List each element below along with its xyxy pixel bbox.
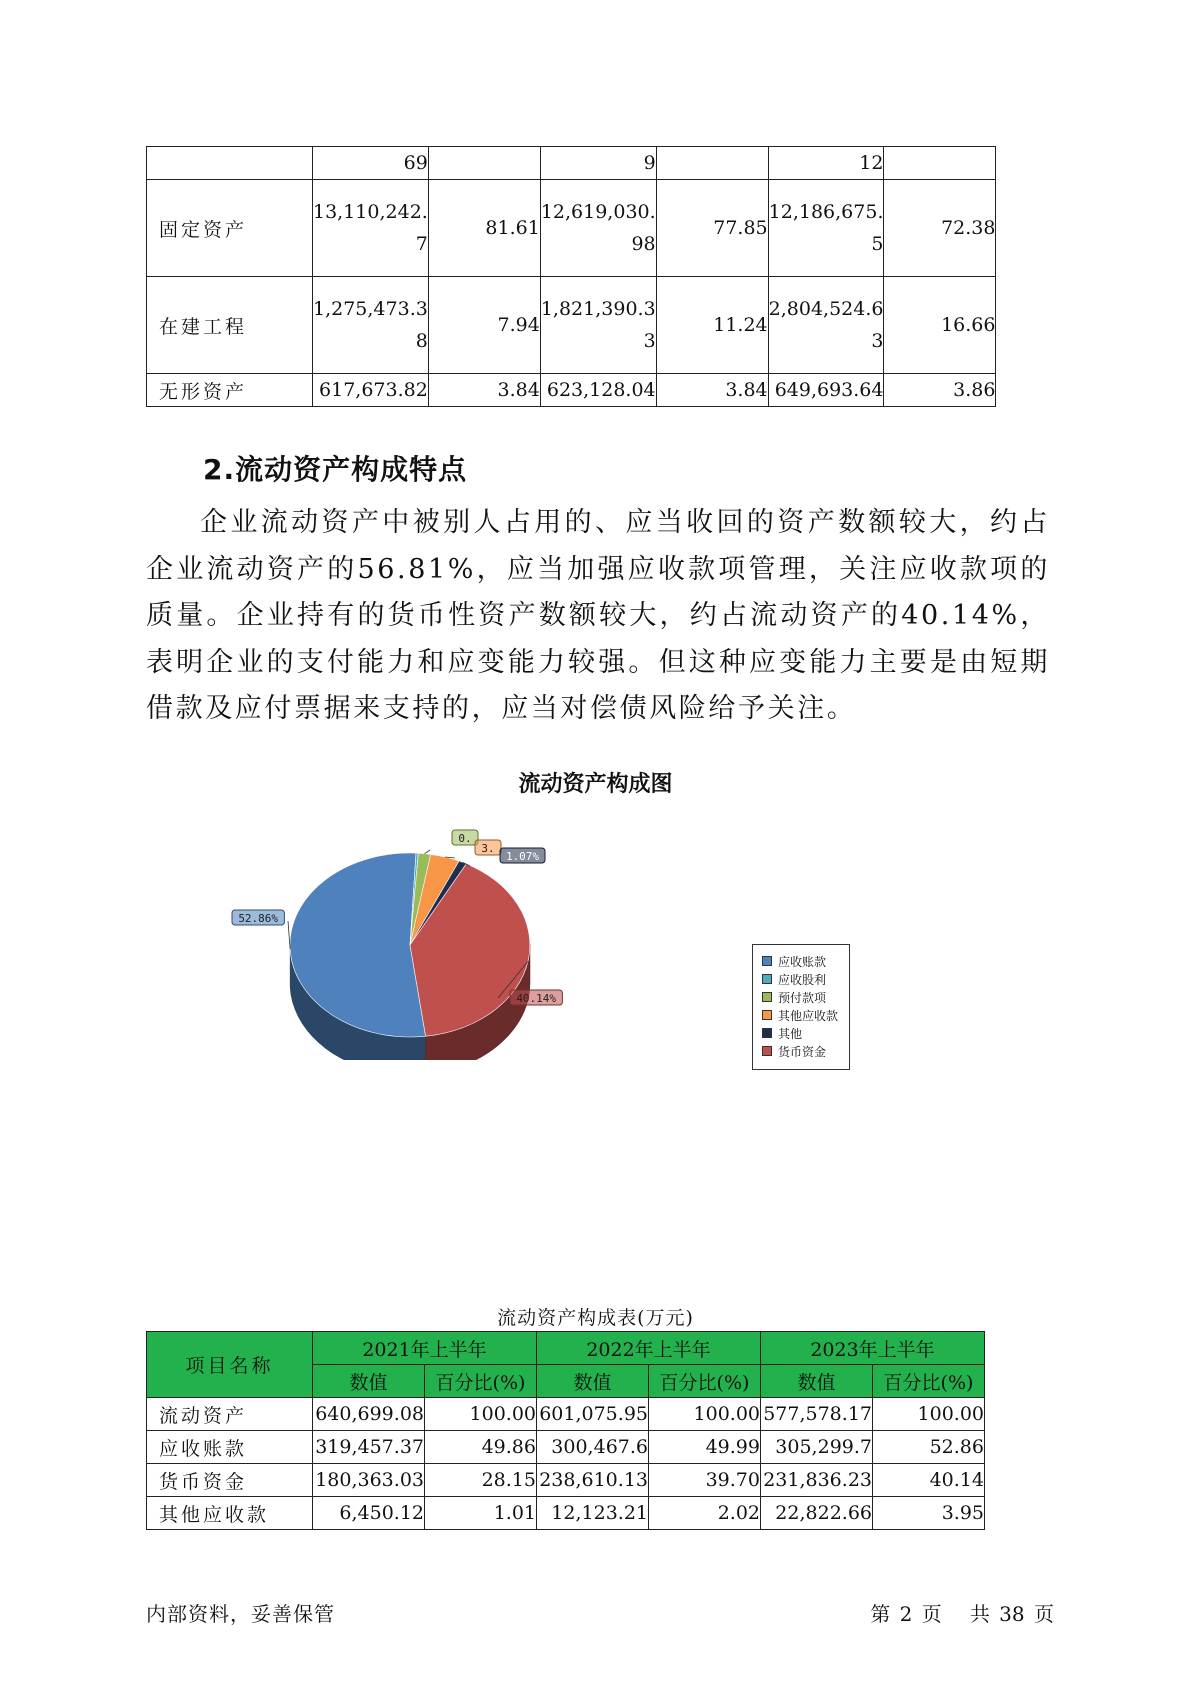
header-percent: 百分比(%) [425, 1365, 537, 1398]
header-value: 数值 [537, 1365, 649, 1398]
percent-cell: 39.70 [649, 1464, 761, 1497]
value-cell: 649,693.64 [768, 374, 884, 407]
legend-label: 其他应收款 [778, 1008, 839, 1023]
value-cell: 305,299.7 [761, 1431, 873, 1464]
value-cell: 9 [540, 147, 656, 180]
legend-item [762, 952, 849, 970]
value-cell: 12,123.21 [537, 1497, 649, 1530]
value-cell: 617,673.82 [313, 374, 429, 407]
chart-title: 流动资产构成图 [518, 772, 673, 797]
value-cell: 69 [313, 147, 429, 180]
value-cell: 231,836.23 [761, 1464, 873, 1497]
percent-cell [884, 147, 996, 180]
data-label: 52.86% [238, 912, 279, 925]
percent-cell: 7.94 [428, 277, 540, 374]
chart-legend [752, 944, 850, 1070]
percent-cell: 100.00 [873, 1398, 985, 1431]
legend-label: 应收股利 [778, 972, 827, 987]
legend-label: 应收账款 [778, 954, 827, 969]
label-leader-line [425, 850, 430, 854]
percent-cell: 49.86 [425, 1431, 537, 1464]
percent-cell: 52.86 [873, 1431, 985, 1464]
row-label: 在建工程 [147, 277, 313, 374]
percent-cell: 2.02 [649, 1497, 761, 1530]
value-cell: 2,804,524.6 3 [768, 277, 884, 374]
header-period: 2022年上半年 [537, 1332, 761, 1365]
row-label: 应收账款 [147, 1431, 313, 1464]
row-label [147, 147, 313, 180]
percent-cell: 3.84 [428, 374, 540, 407]
table-row [147, 180, 996, 277]
data-label: 3. [481, 842, 495, 855]
page-number: 第 2 页 共 38 页 [870, 1602, 1054, 1626]
value-cell: 12,619,030. 98 [540, 180, 656, 277]
table-row [147, 277, 996, 374]
value-cell: 601,075.95 [537, 1398, 649, 1431]
pie-chart [230, 820, 610, 1060]
percent-cell: 81.61 [428, 180, 540, 277]
header-value: 数值 [313, 1365, 425, 1398]
legend-swatch [762, 956, 772, 966]
table-row [147, 1497, 985, 1530]
value-cell: 180,363.03 [313, 1464, 425, 1497]
value-cell: 300,467.6 [537, 1431, 649, 1464]
header-value: 数值 [761, 1365, 873, 1398]
row-label: 货币资金 [147, 1464, 313, 1497]
percent-cell: 100.00 [425, 1398, 537, 1431]
percent-cell: 77.85 [656, 180, 768, 277]
value-cell: 1,821,390.3 3 [540, 277, 656, 374]
fixed-assets-table [146, 146, 996, 407]
value-cell: 640,699.08 [313, 1398, 425, 1431]
value-cell: 623,128.04 [540, 374, 656, 407]
value-cell: 238,610.13 [537, 1464, 649, 1497]
legend-label: 其他 [778, 1026, 803, 1041]
legend-item [762, 1024, 849, 1042]
percent-cell: 16.66 [884, 277, 996, 374]
table-row [147, 374, 996, 407]
percent-cell: 3.84 [656, 374, 768, 407]
header-period: 2023年上半年 [761, 1332, 985, 1365]
value-cell: 1,275,473.3 8 [313, 277, 429, 374]
current-assets-table [146, 1331, 985, 1530]
table-caption: 流动资产构成表(万元) [497, 1307, 694, 1329]
legend-swatch [762, 1046, 772, 1056]
header-percent: 百分比(%) [649, 1365, 761, 1398]
value-cell: 13,110,242. 7 [313, 180, 429, 277]
percent-cell: 3.86 [884, 374, 996, 407]
percent-cell [428, 147, 540, 180]
value-cell: 577,578.17 [761, 1398, 873, 1431]
legend-item [762, 988, 849, 1006]
label-leader-line [288, 921, 290, 949]
row-label: 流动资产 [147, 1398, 313, 1431]
percent-cell: 40.14 [873, 1464, 985, 1497]
data-label: 0. [458, 832, 472, 845]
legend-item [762, 970, 849, 988]
legend-swatch [762, 1028, 772, 1038]
header-item-name: 项目名称 [147, 1332, 313, 1398]
legend-label: 货币资金 [778, 1044, 827, 1059]
value-cell: 12,186,675. 5 [768, 180, 884, 277]
percent-cell: 11.24 [656, 277, 768, 374]
header-period: 2021年上半年 [313, 1332, 537, 1365]
header-percent: 百分比(%) [873, 1365, 985, 1398]
data-label: 40.14% [516, 992, 557, 1005]
legend-item [762, 1042, 849, 1060]
value-cell: 12 [768, 147, 884, 180]
data-label: 1.07% [505, 850, 540, 863]
percent-cell: 28.15 [425, 1464, 537, 1497]
value-cell: 319,457.37 [313, 1431, 425, 1464]
percent-cell: 49.99 [649, 1431, 761, 1464]
table-row [147, 1464, 985, 1497]
legend-swatch [762, 974, 772, 984]
table-row [147, 1431, 985, 1464]
percent-cell: 72.38 [884, 180, 996, 277]
body-paragraph: 企业流动资产中被别人占用的、应当收回的资产数额较大，约占企业流动资产的56.81%，应当加强应收款项管理，关注应收款项的质量。企业持有的货币性资产数额较大，约占流动资产的40.14%，表明企业的支付能力和应变能力较强。但这种应变能力主要是由短期借款及应付票据来支持的，应当对偿债风险给予关注。 [146, 507, 1050, 724]
legend-swatch [762, 1010, 772, 1020]
percent-cell: 1.01 [425, 1497, 537, 1530]
row-label: 其他应收款 [147, 1497, 313, 1530]
table-row [147, 147, 996, 180]
section-heading: 2.流动资产构成特点 [203, 453, 468, 486]
percent-cell [656, 147, 768, 180]
legend-item [762, 1006, 849, 1024]
row-label: 固定资产 [147, 180, 313, 277]
row-label: 无形资产 [147, 374, 313, 407]
table-row [147, 1398, 985, 1431]
value-cell: 22,822.66 [761, 1497, 873, 1530]
percent-cell: 3.95 [873, 1497, 985, 1530]
legend-swatch [762, 992, 772, 1002]
footer-confidential: 内部资料，妥善保管 [146, 1602, 335, 1626]
legend-label: 预付款项 [778, 990, 827, 1005]
percent-cell: 100.00 [649, 1398, 761, 1431]
value-cell: 6,450.12 [313, 1497, 425, 1530]
